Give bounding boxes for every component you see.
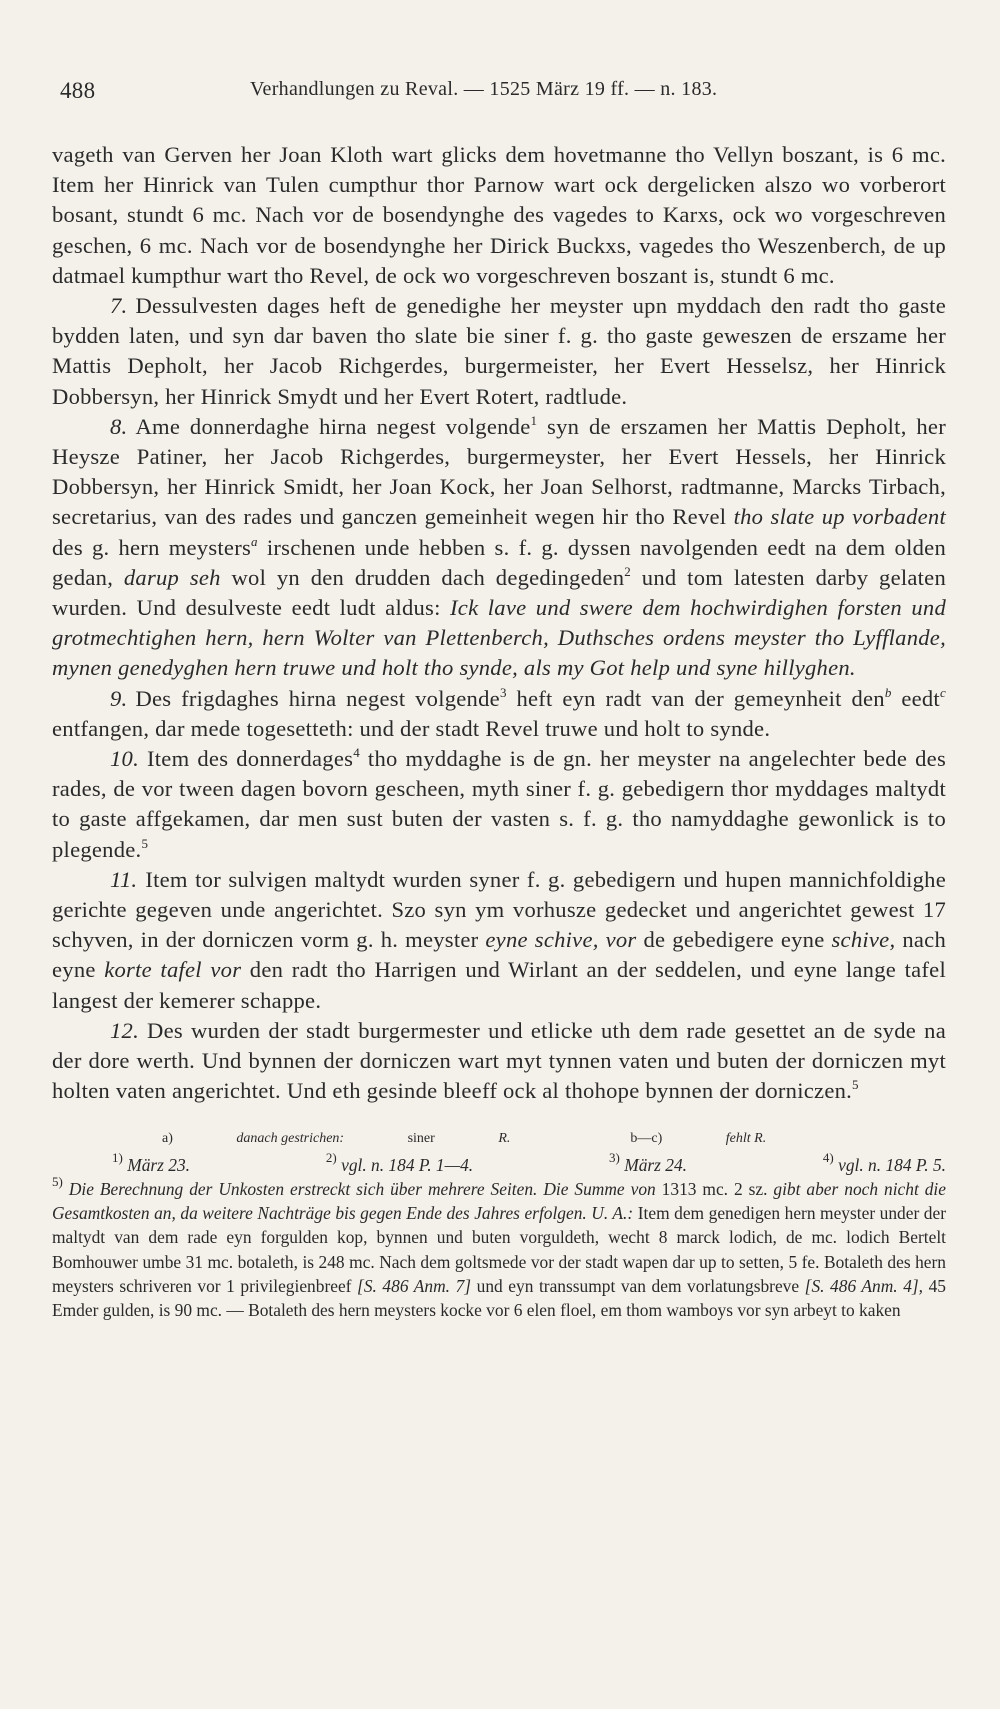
footnote-ref: 5 — [852, 1077, 859, 1093]
critical-apparatus: a) danach gestrichen: siner R. b—c) fehlt R. — [162, 1130, 767, 1146]
paragraph-continuation: vageth van Gerven her Joan Kloth wart glicks dem hovetmanne tho Vellyn boszant, is 6 mc. Item her Hinrick van Tulen cumpthur thor Parnow wart ock dergelicken alszo wo vorberort bosant, stundt 6 mc. Nach vor de bosendynghe des vagedes to Karxs, ock wo vorgeschreven geschen, 6 mc. Nach vor de bosendynghe her Dirick Buckxs, vagedes tho Weszenberch, de up datmael kumpthur wart tho Revel, de ock wo vorgeschreven boszant is, stundt 6 mc. — [52, 142, 946, 288]
section-number: 9. — [110, 685, 128, 711]
footnote-4: $^{4)}$ vgl. n. 184 P. 5. — [822, 1149, 946, 1175]
footnotes — [52, 1127, 946, 1323]
page-header — [52, 60, 946, 103]
section-8: 8. Ame donnerdaghe hirna negest volgende$^1$ syn de erszamen her Mattis Depholt, her Heysze Patiner, her Jacob Richgerdes, burgermeyster, her Evert Hessels, her Hinrick Dobbersyn, her Hinrick Smidt, her Joan Kock, her Joan Selhorst, radtmanne, Marcks Tirbach, secretarius, van des rades und ganczen gemeinheit wegen hir tho Revel tho slate up vorbadent des g. hern meysters$^a$ irschenen unde hebben s. f. g. dyssen navolgenden eedt na dem olden gedan, darup seh wol yn den drudden dach degedingeden$^2$ und tom latesten darby gelaten wurden. Und desulveste eedt ludt aldus: Ick lave und swere dem hochwirdighen forsten und grotmechtighen hern, hern Wolter van Plettenberch, Duthsches ordens meyster tho Lyfflande, mynen genedyghen hern truwe und holt tho synde, als my Got help und syne hillyghen. — [52, 412, 947, 681]
section-number: 7. — [110, 293, 128, 319]
section-number: 10. — [110, 746, 139, 772]
section-number: 12. — [110, 1017, 139, 1043]
section-12: 12. Des wurden der stadt burgermester und etlicke uth dem rade gesettet an de syde na der dore werth. Und bynnen der dorniczen wart myt tynnen vaten und buten der dorniczen myt holten vaten angerichtet. Und eth gesinde bleeff ock al thohope bynnen der dorniczen.$^5$ — [52, 1017, 946, 1104]
running-title: Verhandlungen zu Reval. — 1525 März 19 ff. — n. 183. — [250, 78, 718, 100]
footnote-ref: 5 — [141, 835, 149, 851]
footnote-ref: 2 — [624, 563, 632, 579]
page-number: 488 — [60, 78, 96, 103]
footnote-ref: 1 — [530, 412, 538, 428]
oath-text: Ick lave und swere dem hochwirdighen forsten und grotmechtighen hern, hern Wolter van Plettenberch, Duthsches ordens meyster tho Lyfflande, mynen genedyghen hern truwe und holt tho synde, als my Got help und syne hillyghen. — [52, 595, 946, 681]
section-10: 10. Item des donnerdages$^4$ tho myddaghe is de gn. her meyster na angelechter bede des rades, de vor tween dagen bovorn gescheen, myth siner f. g. gebedigern thor myddages maltydt to gaste affgekamen, dar men sust buten der vasten s. f. g. tho namyddaghe gewonlick is to plegende.$^5$ — [52, 745, 946, 862]
footnote-1: $^{1)}$ März 23. — [112, 1149, 191, 1175]
section-9: 9. Des frigdaghes hirna negest volgende$^3$ heft eyn radt van der gemeynheit den$^b$ eedt$^c$ entfangen, dar mede togesetteth: und der stadt Revel truwe und holt to synde. — [52, 684, 946, 741]
page — [52, 60, 946, 1322]
footnote-ref: 4 — [353, 745, 360, 761]
footnote-3: $^{3)}$ März 24. — [609, 1149, 688, 1175]
footnote-ref: b — [884, 684, 892, 700]
footnote-row — [52, 1149, 946, 1177]
section-number: 8. — [110, 413, 128, 439]
section-number: 11. — [110, 866, 138, 892]
main-text — [52, 140, 946, 1107]
footnote-5: $^{5)}$ Die Berechnung der Unkosten erstreckt sich über mehrere Seiten. Die Summe von 1313 mc. 2 sz. gibt aber noch nicht die Gesamtkosten an, da weitere Nachträge bis gegen Ende des Jahres erfolgen. U. A.: Item dem genedigen hern meyster under der maltydt van dem rade eyn forgulden kop, bynnen und buten vorguldeth, wecht 8 marck lodich, de mc. lodich Bertelt Bomhouwer umbe 31 mc. botaleth, is 248 mc. Nach dem goltsmede vor der stadt wapen dar up to setten, 5 fe. Botaleth des hern meysters schriveren vor 1 privilegienbreef [S. 486 Anm. 7] und eyn transsumpt van dem vorlatungsbreve [S. 486 Anm. 4], 45 Emder gulden, is 90 mc. — Botaleth des hern meysters kocke vor 6 elen floel, em thom wamboys vor syn arbeyt to kaken — [52, 1173, 946, 1320]
section-7: 7. Dessulvesten dages heft de genedighe her meyster upn myddach den radt tho gaste bydden laten, und syn dar baven tho slate bie siner f. g. tho gaste geweszen de erszame her Mattis Depholt, her Jacob Richgerdes, burgermeister, her Evert Hesselsz, her Hinrick Dobbersyn, her Hinrick Smydt und her Evert Rotert, radtlude. — [52, 293, 946, 409]
footnote-ref: c — [939, 684, 946, 700]
footnote-2: $^{2)}$ vgl. n. 184 P. 1—4. — [325, 1149, 474, 1175]
footnote-ref: 3 — [499, 684, 507, 700]
footnote-ref: a — [251, 533, 258, 549]
section-11: 11. Item tor sulvigen maltydt wurden syner f. g. gebedigern und hupen mannichfoldighe gerichte gegeven unde angerichtet. Szo syn ym vorhusze gedecket und angerichtet gewest 17 schyven, in der dorniczen vorm g. h. meyster eyne schive, vor de gebedigere eyne schive, nach eyne korte tafel vor den radt tho Harrigen und Wirlant an der seddelen, und eyne lange tafel langest der kemerer schappe. — [52, 866, 946, 1013]
